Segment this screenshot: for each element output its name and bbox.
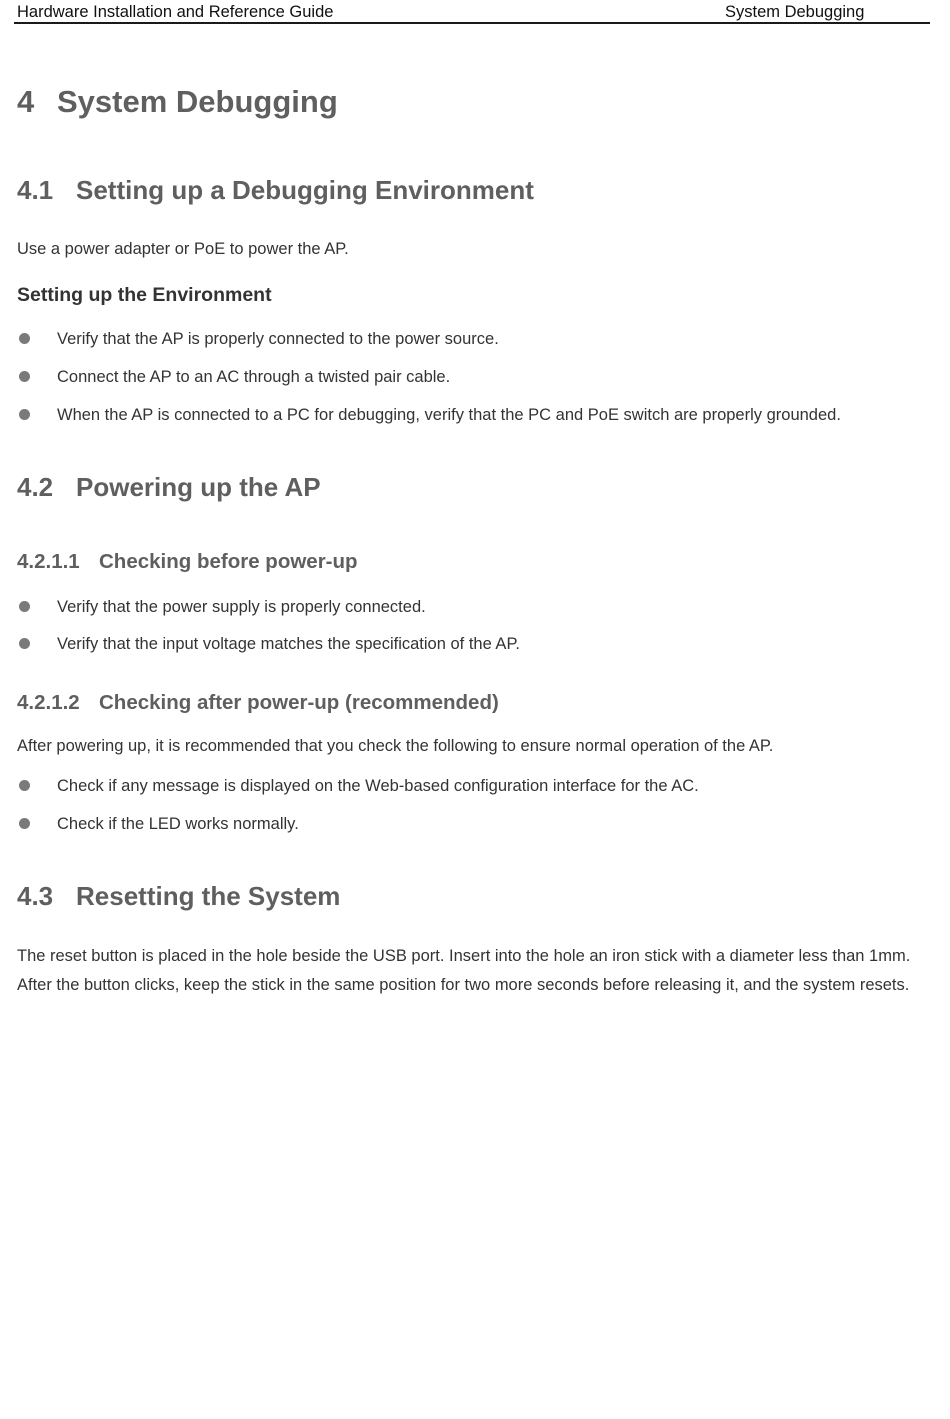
section-4-1-number: 4.1	[17, 175, 54, 205]
post-powerup-intro: After powering up, it is recommended that you check the following to ensure normal operation of the AP.	[17, 737, 774, 755]
subsection-4-2-1-1-heading	[17, 550, 358, 574]
header-document-title: Hardware Installation and Reference Guide	[17, 3, 334, 21]
pre-powerup-bullet-1: Verify that the power supply is properly connected.	[57, 598, 426, 616]
bullet-icon	[19, 409, 30, 420]
bullet-icon	[19, 371, 30, 382]
section-4-2-title: Powering up the AP	[76, 472, 321, 502]
subsection-4-2-1-2-title: Checking after power-up (recommended)	[99, 691, 499, 714]
bullet-icon	[19, 601, 30, 612]
bullet-icon	[19, 780, 30, 791]
chapter-number: 4	[17, 84, 35, 119]
bullet-icon	[19, 818, 30, 829]
env-bullet-2: Connect the AP to an AC through a twisted pair cable.	[57, 368, 451, 386]
chapter-title: System Debugging	[57, 84, 338, 119]
section-4-1-heading	[17, 175, 534, 206]
section-4-3-number: 4.3	[17, 881, 54, 911]
header-chapter-title: System Debugging	[725, 3, 865, 21]
section-4-3-heading	[17, 881, 340, 912]
section-4-3-title: Resetting the System	[76, 881, 341, 911]
reset-paragraph-line-2: After the button clicks, keep the stick in the same position for two more seconds before releasing it, and the system resets.	[17, 976, 910, 994]
section-4-2-heading	[17, 472, 321, 503]
env-bullet-1: Verify that the AP is properly connected to the power source.	[57, 330, 499, 348]
environment-subheading: Setting up the Environment	[17, 284, 272, 306]
pre-powerup-bullet-2: Verify that the input voltage matches the specification of the AP.	[57, 635, 520, 653]
running-header	[14, 0, 930, 24]
chapter-heading	[17, 84, 338, 120]
subsection-4-2-1-1-title: Checking before power-up	[99, 550, 358, 573]
subsection-4-2-1-1-number: 4.2.1.1	[17, 550, 80, 573]
post-powerup-bullet-1: Check if any message is displayed on the Web-based configuration interface for the AC.	[57, 777, 699, 795]
section-4-1-title: Setting up a Debugging Environment	[76, 175, 534, 205]
post-powerup-bullet-2: Check if the LED works normally.	[57, 815, 299, 833]
reset-paragraph-line-1: The reset button is placed in the hole beside the USB port. Insert into the hole an iron stick with a diameter less than 1mm.	[17, 947, 911, 965]
subsection-4-2-1-2-number: 4.2.1.2	[17, 691, 80, 714]
bullet-icon	[19, 638, 30, 649]
bullet-icon	[19, 333, 30, 344]
section-4-1-intro: Use a power adapter or PoE to power the AP.	[17, 240, 349, 258]
env-bullet-3: When the AP is connected to a PC for debugging, verify that the PC and PoE switch are properly grounded.	[57, 406, 841, 424]
subsection-4-2-1-2-heading	[17, 691, 499, 715]
section-4-2-number: 4.2	[17, 472, 54, 502]
